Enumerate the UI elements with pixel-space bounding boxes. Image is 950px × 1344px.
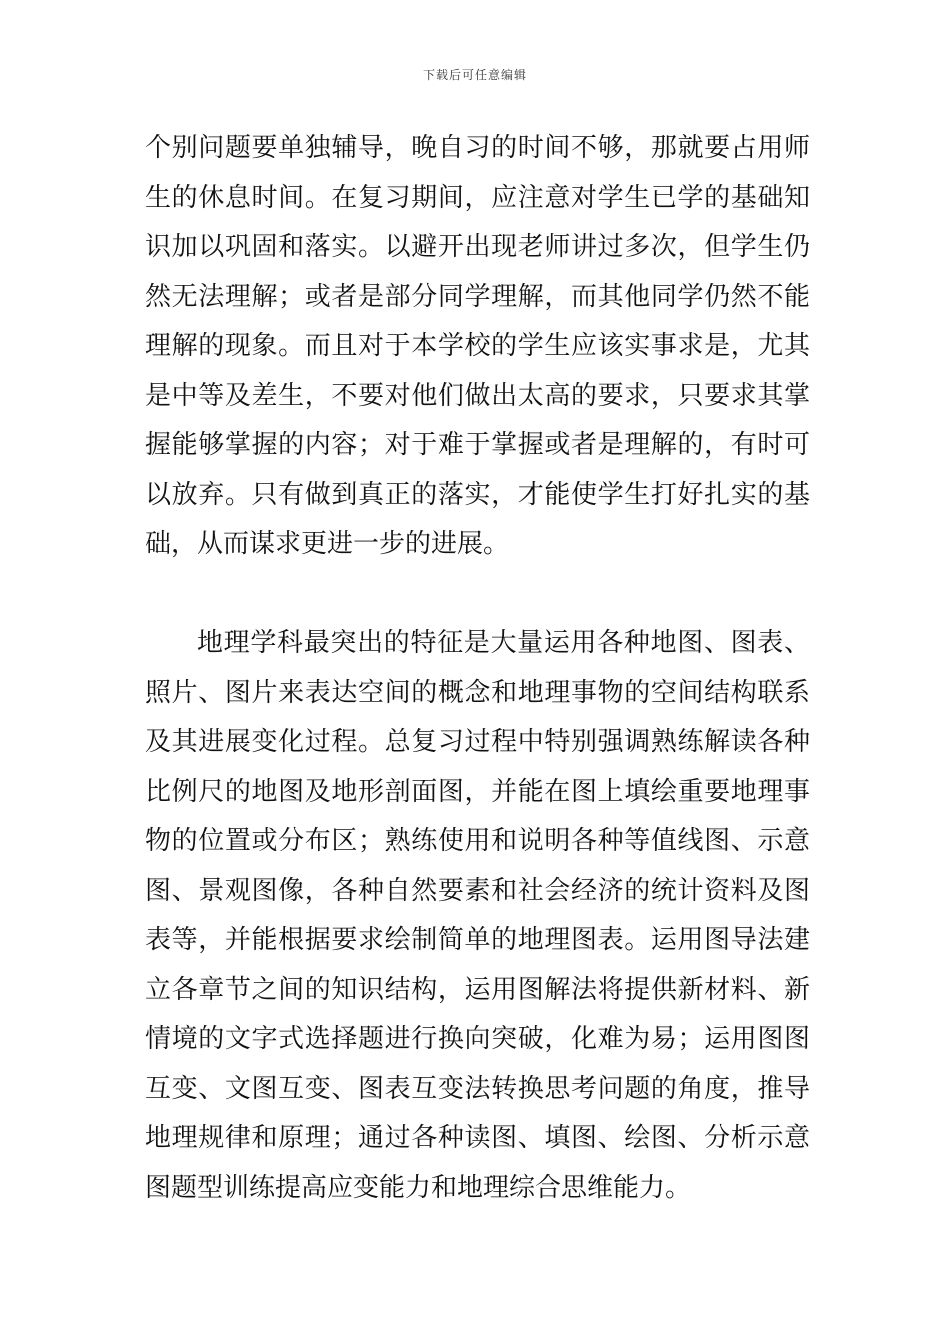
document-body [145, 124, 810, 1213]
page-header-note: 下载后可任意编辑 [422, 68, 527, 82]
paragraph-geography-maps: 地理学科最突出的特征是大量运用各种地图、图表、照片、图片来表达空间的概念和地理事物的空间结构联系及其进展变化过程。总复习过程中特别强调熟练解读各种比例尺的地图及地形剖面图，并能在图上填绘重要地理事物的位置或分布区；熟练使用和说明各种等值线图、示意图、景观图像，各种自然要素和社会经济的统计资料及图表等，并能根据要求绘制简单的地理图表。运用图导法建立各章节之间的知识结构，运用图解法将提供新材料、新情境的文字式选择题进行换向突破，化难为易；运用图图互变、文图互变、图表互变法转换思考问题的角度，推导地理规律和原理；通过各种读图、填图、绘图、分析示意图题型训练提高应变能力和地理综合思维能力。 [145, 628, 810, 1203]
paragraph-review-guidance: 个别问题要单独辅导，晚自习的时间不够，那就要占用师生的休息时间。在复习期间，应注意对学生已学的基础知识加以巩固和落实。以避开出现老师讲过多次，但学生仍然无法理解；或者是部分同学理解，而其他同学仍然不能理解的现象。而且对于本学校的学生应该实事求是，尤其是中等及差生，不要对他们做出太高的要求，只要求其掌握能够掌握的内容；对于难于掌握或者是理解的，有时可以放弃。只有做到真正的落实，才能使学生打好扎实的基础，从而谋求更进一步的进展。 [145, 133, 810, 559]
